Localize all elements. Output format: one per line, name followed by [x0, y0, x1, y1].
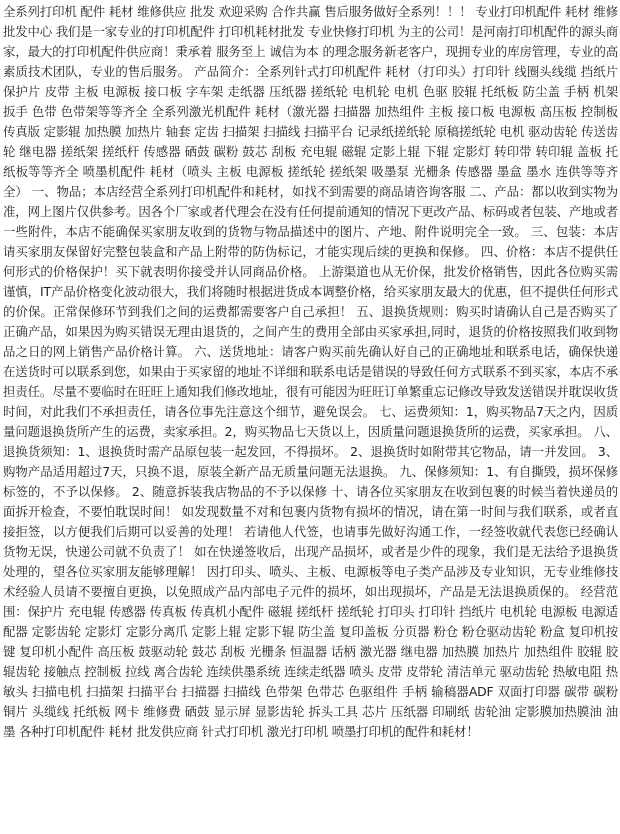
- document-body-text: 全系列打印机 配件 耗材 维修供应 批发 欢迎采购 合作共赢 售后服务做好全系列！！！ 专业打印机配件 耗材 维修批发中心 我们是一家专业的打印机配件 打印机耗材批发 专业快修打印机 为主的公司！是河南打印机配件的源头商家，最大的打印机配件供应商！秉承着 服务至上 诚信为本 的理念服务新老客户，现拥专业的库房管理，专业的高素质技术团队，专业的售后服务。 产品简介：全系列针式打印机配件 耗材（打印头）打印针 线圈头线缆 挡纸片 保护片 皮带 主板 电源板 接口板 字车架 走纸器 压纸器 搓纸轮 电机轮 电机 色驱 胶辊 托纸板 防尘盖 手柄 机架 扳手 色带 色带架等等齐全 全系列激光机配件 耗材（激光器 扫描器 加热组件 主板 接口板 电源板 高压板 控制板 传真版 定影辊 加热膜 加热片 轴套 定齿 扫描架 扫描线 扫描平台 记录纸搓纸轮 原稿搓纸轮 电机 驱动齿轮 传送齿轮 继电器 搓纸架 搓纸杆 传感器 硒鼓 碳粉 鼓芯 刮板 充电辊 磁辊 定影上辊 下辊 定影灯 转印带 转印辊 盖板 托纸板等等齐全 喷墨机配件 耗材（喷头 主板 电源板 搓纸轮 搓纸架 吸墨泵 光栅条 传感器 墨盒 墨水 连供等等齐全） 一、物品；本店经营全系列打印机配件和耗材，如找不到需要的商品请咨询客服 二、产品：都以收到实物为准，网上图片仅供参考。因各个厂家或者代理会在没有任何提前通知的情况下更改产品、标码或者包装、产地或者一些附件，本店不能确保买家朋友收到的货物与物品描述中的图片、产地、附件说明完全一致。 三、包装：本店请买家朋友保留好完整包装盒和产品上附带的防伪标记，才能实现后续的更换和保修。 四、价格：本店不提供任何形式的价格保护！买下就表明你接受并认同商品价格。 上游渠道也从无价保，批发价格销售，因此各位购买需谨慎，IT产品价格变化波动很大，我们将随时根据进货成本调整价格，给买家朋友最大的优惠，但不提供任何形式的价保。正常保修环节到我们之间的运费都需要客户自己承担！ 五、退换货规则：购买时请确认自己是否购买了正确产品，如果因为购买错误无理由退货的，之间产生的费用全部由买家承担,同时，退货的价格按照我们收到物品之日的网上销售产品价格计算。 六、送货地址：请客户购买前先确认好自己的正确地址和联系电话，确保快递在送货时可以联系到您，如果由于买家留的地址不详细和联系电话是错误的导致任何方式联系不到买家，本店不承担责任。尽量不要临时在旺旺上通知我们修改地址，很有可能因为旺旺订单繁重忘记修改导致发送错误并耽误收货时间，对此我们不承担责任，请各位事先注意这个细节，避免误会。 七、运费须知：1，购买物品7天之内，因质量问题退换货所产生的运费，卖家承担。2，购买物品七天货以上，因质量问题退换货所的运费，买家承担。 八、退换货须知：1、退换货时需产品原包装一起发回，不得损坏。 2、退换货时如附带其它物品，请一并发回。 3、购物产品适用超过7天，只换不退，原装全新产品无质量问题无法退换。 九、保修须知：1、有自撕毁，损坏保修标签的，不予以保修。 2、随意拆装我店物品的不予以保修 十、请各位买家朋友在收到包裹的时候当着快递员的面拆开检查，不要怕耽误时间！ 如发现数量不对和包裹内货物有损坏的情况，请在第一时间与我们联系，或者直接拒签，以方便我们后期可以妥善的处理！ 若请他人代签，也请事先做好沟通工作，一经签收就代表您已经确认货物无误，快递公司就不负责了！ 如在快递签收后，出现产品损坏，或者是少件的现象，我们是无法给予退换货处理的，望各位买家朋友能够理解！ 因打印头、喷头、主板、电源板等电子类产品涉及专业知识，无专业维修技术经验人员请不要擅自更换，以免照成产品内部电子元件的损坏，如出现损坏，产品是无法退换质保的。 经营范围：保护片 充电辊 传感器 传真板 传真机小配件 磁辊 搓纸杆 搓纸轮 打印头 打印针 挡纸片 电机轮 电源板 电源适配器 定影齿轮 定影灯 定影分离爪 定影上辊 定影下辊 防尘盖 复印盖板 分页器 粉仓 粉仓驱动齿轮 粉盒 复印机按键 复印机小配件 高压板 鼓驱动轮 鼓芯 刮板 光栅条 恒温器 话柄 激光器 继电器 加热膜 加热片 加热组件 胶辊 胶辊齿轮 接触点 控制板 拉线 离合齿轮 连续供墨系统 连续走纸器 喷头 皮带 皮带轮 清洁单元 驱动齿轮 热敏电阻 热敏头 扫描电机 扫描架 扫描平台 扫描器 扫描线 色带架 色带芯 色驱组件 手柄 输稿器ADF 双面打印器 碳带 碳粉 铜片 头缆线 托纸板 网卡 维修费 硒鼓 显示屏 显影齿轮 拆头工具 芯片 压纸器 印刷纸 齿轮油 定影膜加热膜油 油墨 各种打印机配件 耗材 批发供应商 针式打印机 激光打印机 喷墨打印机的配件和耗材！: [3, 4, 618, 739]
